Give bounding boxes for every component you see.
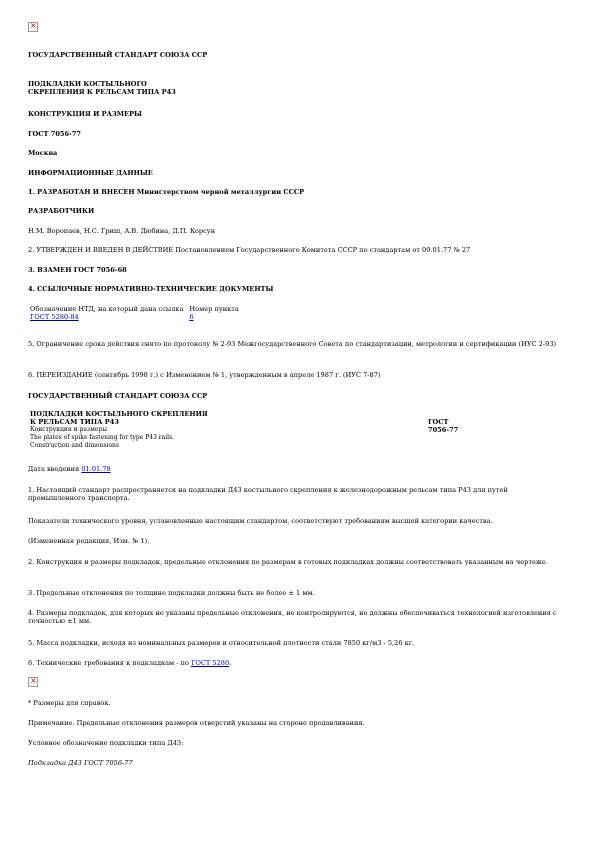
box-ru-subtitle: Конструкция и размеры xyxy=(30,426,108,433)
item-1-text: 1. РАЗРАБОТАН И ВНЕСЕН Министерством черной металлургии СССР xyxy=(28,188,305,196)
references-header-row xyxy=(30,305,245,313)
paragraph-5: 3. Предельные отклонения по толщине подкладки должны быть не более ± 1 мм. xyxy=(28,589,315,597)
note-designation: Условное обозначение подкладки типа Д43: xyxy=(28,739,184,747)
state-standard-header-2: ГОСУДАРСТВЕННЫЙ СТАНДАРТ СОЮЗА ССР xyxy=(28,392,208,400)
item-number-link[interactable]: 6 xyxy=(189,313,194,321)
paragraph-6: 4. Размеры подкладок, для которых не указаны предельные отклонения, не контролируются, но должны обеспечиваться технологией изготовления с точностью ±1 мм. xyxy=(28,609,557,625)
item-4: 4. ССЫЛОЧНЫЕ НОРМАТИВНО-ТЕХНИЧЕСКИЕ ДОКУМЕНТЫ xyxy=(28,285,274,293)
paragraph-8-text: 6. Технические требования к подкладкам - по xyxy=(28,659,189,667)
box-gost-number: 7056-77 xyxy=(428,426,459,434)
state-standard-header: ГОСУДАРСТВЕННЫЙ СТАНДАРТ СОЮЗА ССР xyxy=(28,51,208,59)
box-en-title: The plates of spike fastening for type P43 rails. xyxy=(30,434,175,441)
paragraph-3: (Измененная редакция, Изм. № 1). xyxy=(28,537,150,545)
note-dimensions: * Размеры для справок. xyxy=(28,699,111,707)
paragraph-8-end: . xyxy=(229,659,232,667)
developers-list: Н.М. Воропаев, Н.С. Гриш, А.В. Дюбина, Д.П. Корсун xyxy=(28,227,216,235)
intro-date-link[interactable]: 01.01.78 xyxy=(81,465,111,473)
gost-number: ГОСТ 7056-77 xyxy=(28,130,82,138)
paragraph-1: 1. Настоящий стандарт распространяется на подкладки Д43 костыльного скрепления к железнодорожным рельсам типа Р43 для путей промышленного транспорта. xyxy=(28,486,508,502)
broken-image-icon: × xyxy=(30,676,37,685)
info-heading: ИНФОРМАЦИОННЫЕ ДАННЫЕ xyxy=(28,169,153,177)
paragraph-7: 5. Масса подкладки, исходя из номинальных размеров и относительной плотности стали 7850 кг/м3 - 5,26 кг. xyxy=(28,639,415,647)
gost-5280-84-link[interactable]: ГОСТ 5280-84 xyxy=(30,313,79,321)
title-line-1: ПОДКЛАДКИ КОСТЫЛЬНОГО xyxy=(28,80,147,88)
paragraph-4: 2. Конструкция и размеры подкладок, предельные отклонения по размерам в готовых подкладках должны соответствовать указанным на чертеже. xyxy=(28,558,548,566)
intro-date-line xyxy=(28,465,111,473)
item-5: 5. Ограничение срока действия снято по протоколу № 2-93 Межгосударственного Совета по стандартизации, метрологии и сертификации (ИУС 2-93) xyxy=(28,340,557,348)
city: Москва xyxy=(28,149,58,157)
box-title-1: ПОДКЛАДКИ КОСТЫЛЬНОГО СКРЕПЛЕНИЯ xyxy=(30,410,208,418)
box-title-2: К РЕЛЬСАМ ТИПА Р43 xyxy=(30,418,119,426)
item-3: 3. ВЗАМЕН ГОСТ 7056-68 xyxy=(28,266,127,274)
gost-5280-link[interactable]: ГОСТ 5280 xyxy=(191,659,230,667)
broken-image-icon: × xyxy=(30,21,37,30)
references-col2-header: Номер пункта xyxy=(189,305,239,313)
box-en-subtitle: Construction and dimensions xyxy=(30,442,119,449)
developers-heading: РАЗРАБОТЧИКИ xyxy=(28,207,95,215)
intro-date-label: Дата введения xyxy=(28,465,80,473)
designation-example: Подкладка Д43 ГОСТ 7056-77 xyxy=(28,759,133,767)
references-col1-header: Обозначение НТД, на который дана ссылка xyxy=(30,305,184,313)
item-1 xyxy=(28,188,304,196)
standard-title-box xyxy=(28,410,568,452)
paragraph-2: Показатели технического уровня, установленные настоящим стандартом, соответствуют требованиям высшей категории качества. xyxy=(28,517,493,525)
subtitle: КОНСТРУКЦИЯ И РАЗМЕРЫ xyxy=(28,110,142,118)
references-row xyxy=(30,313,245,321)
note-tolerances: Примечание. Предельные отклонения размеров отверстий указаны на стороне продавливания. xyxy=(28,719,365,727)
references-table xyxy=(30,305,245,321)
title-line-2: СКРЕПЛЕНИЯ К РЕЛЬСАМ ТИПА Р43 xyxy=(28,88,176,96)
box-gost-label: ГОСТ xyxy=(428,418,449,426)
item-2: 2. УТВЕРЖДЕН И ВВЕДЕН В ДЕЙСТВИЕ Постановлением Государственного Комитета СССР по стандартам от 09.01.77 № 27 xyxy=(28,246,471,254)
item-6: 6. ПЕРЕИЗДАНИЕ (сентябрь 1998 г.) с Изменением № 1, утвержденным в апреле 1987 г. (ИУС 7-87) xyxy=(28,371,381,379)
paragraph-8 xyxy=(28,659,231,667)
